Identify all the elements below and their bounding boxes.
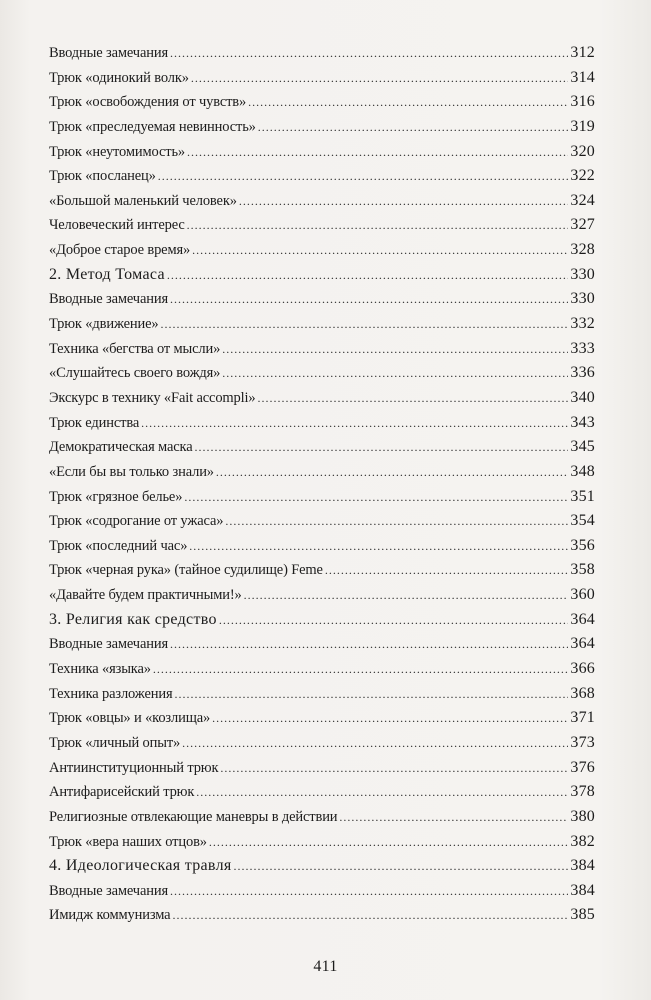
toc-entry-page-number: 320 [570,142,595,160]
dot-leader [222,366,568,381]
page-number-footer: 411 [313,958,338,975]
dot-leader [141,416,568,431]
toc-entry-row [49,537,595,562]
toc-entry-title: Вводные замечания [49,882,168,899]
toc-entry-row [49,118,595,143]
dot-leader [196,785,568,800]
dot-leader [167,268,569,283]
toc-entry-title: Трюк «одинокий волк» [49,69,189,86]
toc-entry-page-number: 314 [570,68,595,86]
toc-entry-page-number: 378 [570,783,595,801]
toc-entry-row [49,414,595,439]
dot-leader [234,859,569,874]
dot-leader [189,539,568,554]
toc-entry-page-number: 340 [570,388,595,406]
toc-entry-title: Вводные замечания [49,291,168,308]
dot-leader [187,218,569,233]
dot-leader [153,662,569,677]
toc-entry-page-number: 351 [570,487,595,505]
toc-entry-title: 3. Религия как средство [49,610,217,628]
dot-leader [325,563,569,578]
toc-entry-title: Трюк «посланец» [49,168,156,185]
dot-leader [172,908,568,923]
dot-leader [212,711,568,726]
toc-section-row [49,611,595,636]
toc-entry-page-number: 324 [570,191,595,209]
toc-entry-row [49,340,595,365]
toc-entry-page-number: 345 [570,438,595,456]
toc-entry-title: Трюк «содрогание от ужаса» [49,513,224,530]
toc-entry-title: Трюк «неутомимость» [49,143,186,160]
toc-entry-row [49,685,595,710]
dot-leader [170,46,568,61]
toc-entry-title: Демократическая маска [49,439,193,456]
toc-entry-title: Трюк «последний час» [49,537,188,554]
dot-leader [175,687,569,702]
toc-section-row [49,857,595,882]
toc-entry-title: Трюк единства [49,414,140,431]
toc-entry-row [49,167,595,192]
dot-leader [191,71,569,86]
toc-entry-page-number: 380 [570,807,595,825]
toc-entry-row [49,561,595,586]
toc-entry-page-number: 328 [570,241,595,259]
toc-entry-page-number: 371 [570,709,595,727]
toc-entry-title: Трюк «освобождения от чувств» [49,94,247,111]
toc-entry-title: Трюк «личный опыт» [49,734,181,751]
toc-entry-row [49,783,595,808]
toc-entry-title: «Слушайтесь своего вождя» [49,365,221,382]
toc-entry-title: «Если бы вы только знали» [49,463,214,480]
dot-leader [219,613,569,628]
toc-entry-title: Техника разложения [49,685,173,702]
toc-entry-title: «Давайте будем практичными!» [49,587,242,604]
toc-entry-page-number: 384 [570,857,595,875]
toc-entry-page-number: 322 [570,167,595,185]
dot-leader [239,194,569,209]
toc-entry-title: Человеческий интерес [49,217,185,234]
toc-entry-page-number: 358 [570,561,595,579]
dot-leader [225,514,568,529]
toc-entry-title: Вводные замечания [49,636,168,653]
toc-entry-title: «Большой маленький человек» [49,192,237,209]
dot-leader [220,761,568,776]
dot-leader [158,169,569,184]
toc-entry-page-number: 356 [570,536,595,554]
toc-entry-row [49,882,595,907]
toc-entry-row [49,488,595,513]
toc-entry-row [49,734,595,759]
toc-entry-title: Трюк «движение» [49,316,159,333]
toc-entry-row [49,906,595,931]
toc-entry-row [49,364,595,389]
dot-leader [216,465,568,480]
toc-entry-row [49,709,595,734]
dot-leader [161,317,569,332]
dot-leader [258,120,569,135]
toc-entry-page-number: 382 [570,832,595,850]
toc-entry-page-number: 364 [570,635,595,653]
toc-entry-page-number: 327 [570,216,595,234]
toc-entry-title: Трюк «овцы» и «козлища» [49,710,211,727]
toc-entry-row [49,512,595,537]
toc-entry-row [49,463,595,488]
toc-entry-title: Трюк «черная рука» (тайное судилище) Feme [49,562,323,579]
toc-entry-row [49,808,595,833]
toc-entry-title: Техника «языка» [49,661,151,678]
toc-entry-title: 2. Метод Томаса [49,265,165,283]
toc-entry-title: Экскурс в технику «Fait accompli» [49,389,256,406]
toc-entry-row [49,69,595,94]
dot-leader [222,342,568,357]
toc-entry-row [49,143,595,168]
table-of-contents [49,44,595,931]
dot-leader [184,490,568,505]
toc-entry-row [49,759,595,784]
toc-entry-page-number: 343 [570,413,595,431]
toc-entry-title: Трюк «преследуемая невинность» [49,118,256,135]
dot-leader [170,637,568,652]
dot-leader [248,95,568,110]
dot-leader [258,391,569,406]
toc-entry-row [49,241,595,266]
toc-entry-title: Имидж коммунизма [49,907,171,924]
toc-entry-page-number: 366 [570,660,595,678]
toc-entry-title: «Доброе старое время» [49,242,191,259]
toc-entry-page-number: 330 [570,290,595,308]
toc-entry-row [49,315,595,340]
toc-entry-title: Трюк «грязное белье» [49,488,183,505]
toc-entry-row [49,44,595,69]
toc-entry-page-number: 348 [570,462,595,480]
dot-leader [187,145,568,160]
dot-leader [170,292,568,307]
toc-entry-page-number: 368 [570,684,595,702]
toc-entry-page-number: 376 [570,758,595,776]
dot-leader [244,588,569,603]
toc-entry-row [49,93,595,118]
toc-entry-title: Антифарисейский трюк [49,784,195,801]
toc-entry-title: Трюк «вера наших отцов» [49,833,207,850]
toc-entry-row [49,216,595,241]
toc-entry-row [49,833,595,858]
toc-entry-title: Вводные замечания [49,45,168,61]
toc-entry-page-number: 330 [570,265,595,283]
toc-entry-row [49,389,595,414]
toc-entry-page-number: 373 [570,733,595,751]
toc-entry-title: Антиинституционный трюк [49,759,219,776]
dot-leader [339,810,568,825]
toc-entry-title: Техника «бегства от мысли» [49,340,221,357]
toc-entry-row [49,290,595,315]
toc-entry-page-number: 312 [570,44,595,61]
toc-entry-page-number: 336 [570,364,595,382]
dot-leader [170,884,568,899]
dot-leader [192,243,568,258]
toc-entry-title: Религиозные отвлекающие маневры в действии [49,808,338,825]
dot-leader [209,835,569,850]
toc-entry-page-number: 360 [570,586,595,604]
toc-entry-row [49,438,595,463]
toc-entry-row [49,586,595,611]
toc-section-row [49,266,595,291]
toc-entry-page-number: 319 [570,117,595,135]
dot-leader [195,440,569,455]
toc-entry-page-number: 385 [570,906,595,924]
dot-leader [182,736,568,751]
toc-entry-page-number: 333 [570,339,595,357]
toc-entry-row [49,192,595,217]
toc-entry-page-number: 364 [570,610,595,628]
toc-entry-page-number: 332 [570,315,595,333]
toc-entry-page-number: 316 [570,93,595,111]
toc-entry-row [49,660,595,685]
toc-entry-page-number: 354 [570,512,595,530]
toc-entry-page-number: 384 [570,881,595,899]
toc-entry-row [49,635,595,660]
toc-entry-title: 4. Идеологическая травля [49,857,232,875]
